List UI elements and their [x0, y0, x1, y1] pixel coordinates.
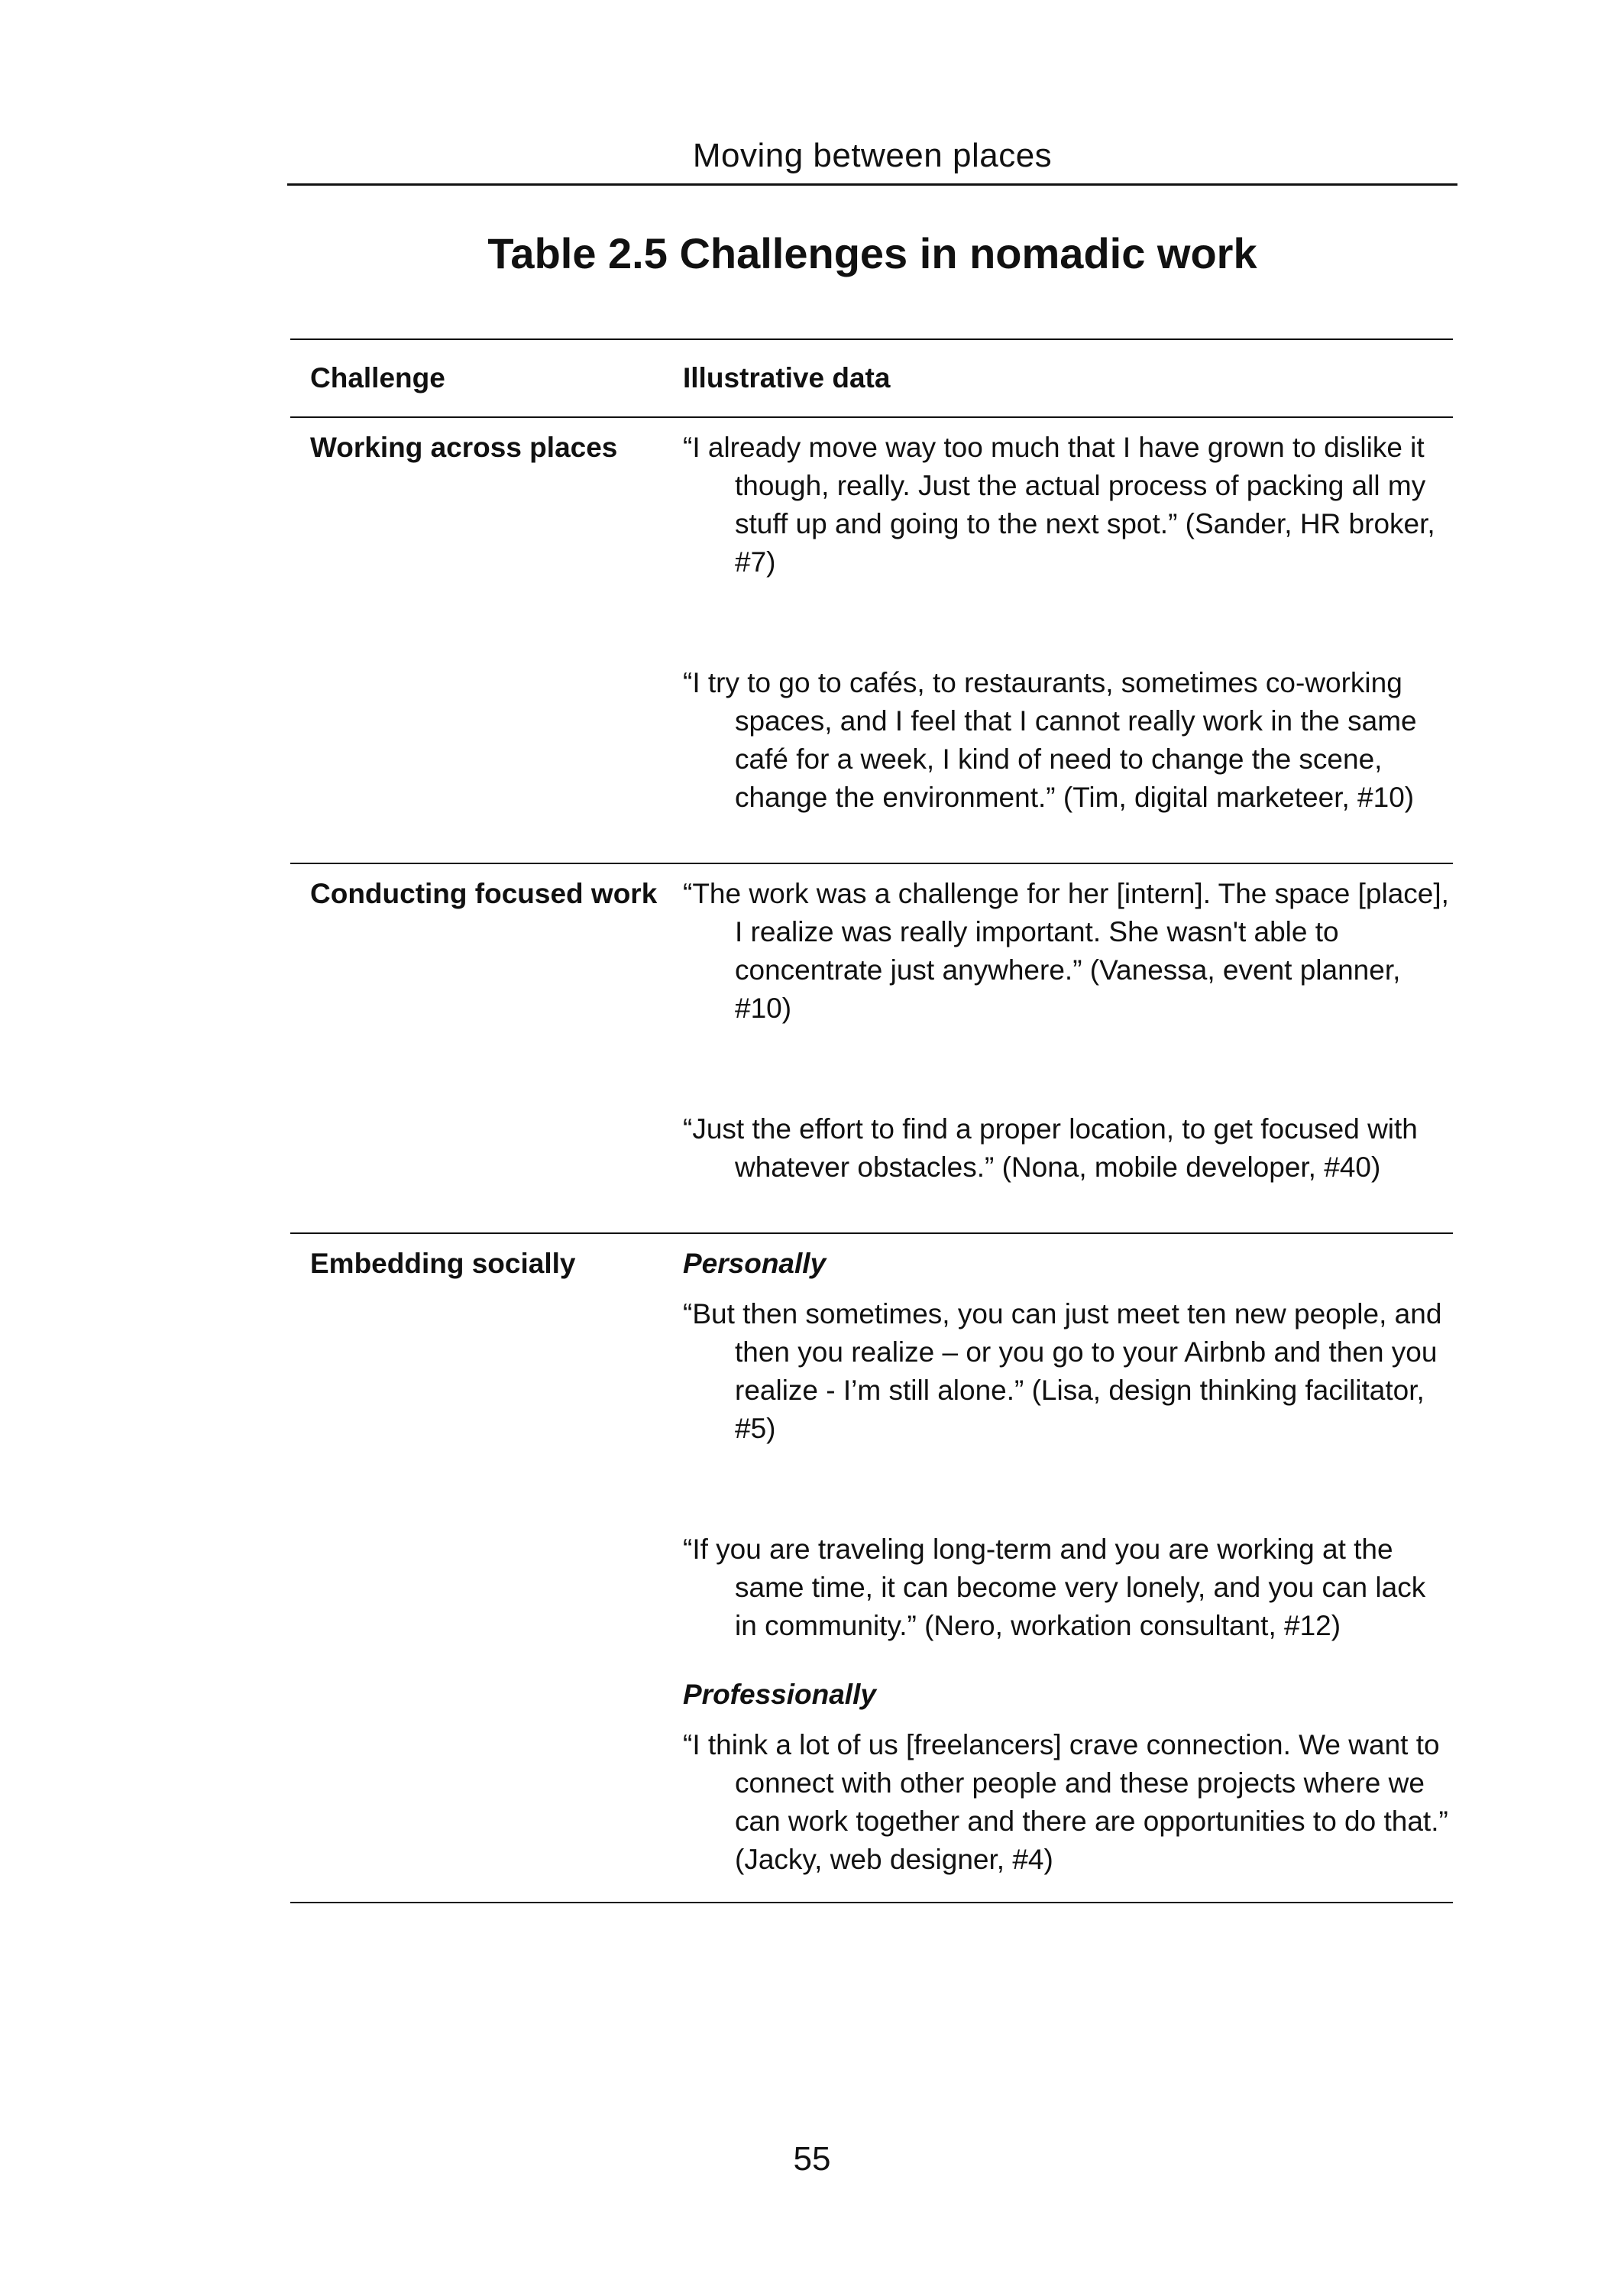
quote: “If you are traveling long-term and you are working at the same time, it can become very lonely, and you can lack in community.” (Nero, workation consultant, #12)	[683, 1534, 1426, 1641]
quote: “But then sometimes, you can just meet ten new people, and then you realize – or you go to your Airbnb and then you realize - I’m still alone.” (Lisa, design thinking facilitator, #5)	[683, 1298, 1442, 1444]
challenge-cell: Conducting focused work	[310, 878, 658, 909]
table-row	[290, 1234, 1453, 1902]
illustrative-data-cell	[683, 1234, 1453, 1902]
quote: “Just the effort to find a proper location, to get focused with whatever obstacles.” (Nona, mobile developer, #40)	[683, 1113, 1418, 1183]
table-bottom-rule	[290, 1902, 1453, 1903]
table-title: Table 2.5 Challenges in nomadic work	[487, 229, 1257, 277]
subheading-professionally: Professionally	[683, 1679, 876, 1710]
page-number: 55	[793, 2140, 831, 2178]
illustrative-data-cell	[683, 864, 1453, 1232]
table-row	[290, 864, 1453, 1232]
quote: “I already move way too much that I have grown to dislike it though, really. Just the actual process of packing all my stuff up and going to the next spot.” (Sander, HR broker, #7)	[683, 432, 1435, 578]
table-row	[290, 418, 1453, 863]
quote: “The work was a challenge for her [intern]. The space [place], I realize was really important. She wasn't able to concentrate just anywhere.” (Vanessa, event planner, #10)	[683, 878, 1449, 1024]
quote: “I think a lot of us [freelancers] crave connection. We want to connect with other people and these projects where we can work together and there are opportunities to do that.” (Jacky, web designer, #4)	[683, 1729, 1448, 1875]
column-header-illustrative-data: Illustrative data	[683, 362, 891, 394]
running-head: Moving between places	[692, 137, 1053, 174]
challenge-cell: Working across places	[310, 432, 618, 463]
header-rule	[287, 183, 1457, 186]
illustrative-data-cell	[683, 418, 1453, 863]
table-header-row	[290, 340, 1453, 416]
quote: “I try to go to cafés, to restaurants, sometimes co-working spaces, and I feel that I cannot really work in the same café for a week, I kind of need to change the scene, change the environment.” (Tim, digital marketeer, #10)	[683, 667, 1417, 813]
column-header-challenge: Challenge	[310, 362, 445, 394]
challenge-cell: Embedding socially	[310, 1248, 576, 1279]
challenges-table	[290, 338, 1453, 1903]
subheading-personally: Personally	[683, 1248, 827, 1279]
